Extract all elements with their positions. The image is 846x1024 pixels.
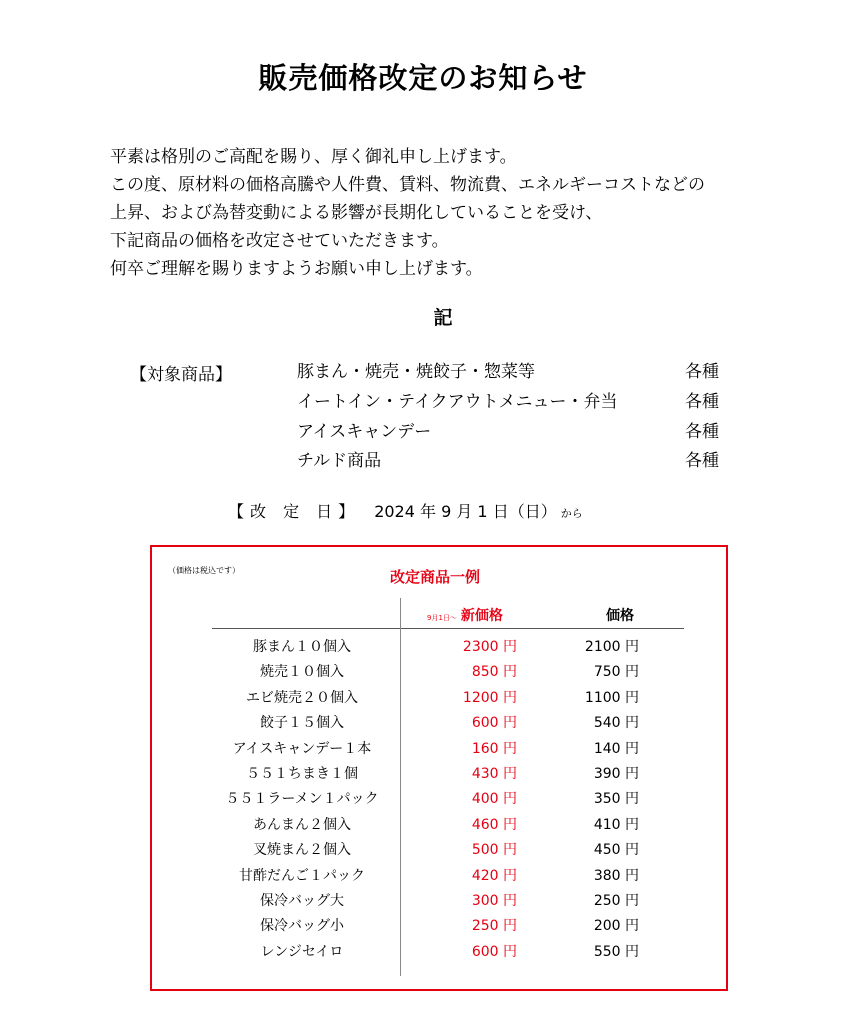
- product-name: 保冷バッグ小: [260, 918, 344, 935]
- old-price: 1100 円: [584, 689, 639, 706]
- old-price: 450 円: [593, 842, 639, 859]
- revision-date-line: [228, 499, 583, 522]
- target-products-label: 【対象商品】: [130, 365, 232, 385]
- new-price: 430 円: [471, 766, 517, 782]
- price-row: [152, 787, 730, 812]
- new-price: 420 円: [471, 867, 517, 884]
- old-price: 380 円: [593, 867, 639, 884]
- revision-date-label: 【改 定 日】: [228, 502, 361, 521]
- old-price: 410 円: [593, 816, 639, 833]
- target-product-name: 豚まん・焼売・焼餃子・惣菜等: [297, 362, 535, 382]
- price-row: [152, 914, 730, 939]
- target-product-row: [297, 447, 719, 475]
- product-name: 豚まん１０個入: [253, 639, 351, 655]
- old-price: 540 円: [593, 715, 639, 732]
- old-price-header: 価格: [606, 608, 634, 624]
- product-name: 叉焼まん２個入: [253, 842, 351, 859]
- new-price: 1200 円: [462, 689, 517, 706]
- product-name: 餃子１５個入: [260, 715, 344, 732]
- price-row: [152, 813, 730, 838]
- new-price-header-label: 新価格: [460, 608, 503, 624]
- intro-line: 何卒ご理解を賜りますようお願い申し上げます。: [110, 259, 483, 279]
- price-row: [152, 660, 730, 685]
- intro-line: この度、原材料の価格高騰や人件費、賃料、物流費、エネルギーコストなどの: [110, 175, 705, 195]
- intro-line: 平素は格別のご高配を賜り、厚く御礼申し上げます。: [110, 147, 517, 167]
- target-product-name: アイスキャンデー: [297, 422, 432, 442]
- product-name: アイスキャンデー１本: [232, 740, 372, 757]
- new-price: 300 円: [471, 893, 517, 909]
- target-product-row: [297, 418, 719, 446]
- product-name: あんまん２個入: [253, 816, 351, 833]
- intro-paragraph: [110, 143, 810, 283]
- new-price: 850 円: [471, 664, 517, 681]
- product-name: レンジセイロ: [260, 943, 344, 960]
- target-product-kind: 各種: [685, 422, 719, 442]
- old-price: 550 円: [593, 943, 639, 960]
- price-row: [152, 864, 730, 889]
- product-name: エビ焼売２０個入: [246, 689, 358, 706]
- price-row: [152, 635, 730, 660]
- intro-line: 上昇、および為替変動による影響が長期化していることを受け、: [110, 203, 603, 223]
- new-price-effective-date: 9月1日～: [427, 614, 457, 622]
- new-price: 460 円: [471, 816, 517, 833]
- target-product-row: [297, 388, 719, 416]
- old-price: 2100 円: [584, 639, 639, 655]
- new-price: 250 円: [471, 918, 517, 935]
- target-product-kind: 各種: [685, 392, 719, 412]
- new-price: 600 円: [471, 715, 517, 732]
- old-price: 140 円: [593, 740, 639, 757]
- ki-heading: 記: [433, 307, 453, 329]
- price-example-box: [150, 545, 728, 991]
- target-product-kind: 各種: [685, 451, 719, 471]
- header-divider: [212, 628, 684, 629]
- target-product-name: チルド商品: [297, 451, 382, 471]
- revision-date-suffix: から: [560, 507, 583, 520]
- old-price: 750 円: [593, 664, 639, 681]
- old-price: 250 円: [593, 893, 639, 909]
- old-price: 350 円: [593, 791, 639, 808]
- price-row: [152, 711, 730, 736]
- price-row: [152, 838, 730, 863]
- price-row: [152, 737, 730, 762]
- product-name: 甘酢だんご１パック: [239, 867, 365, 884]
- target-product-name: イートイン・テイクアウトメニュー・弁当: [297, 392, 618, 412]
- new-price: 600 円: [471, 943, 517, 960]
- old-price: 390 円: [593, 766, 639, 782]
- product-name: 保冷バッグ大: [260, 893, 344, 909]
- intro-line: 下記商品の価格を改定させていただきます。: [110, 231, 449, 251]
- price-row: [152, 762, 730, 787]
- product-name: 焼売１０個入: [260, 664, 344, 681]
- product-name: ５５１ラーメン１パック: [225, 791, 379, 808]
- price-row: [152, 940, 730, 965]
- revision-date-value: 2024 年 9 月 1 日（日）: [374, 502, 557, 521]
- product-name: ５５１ちまき１個: [246, 766, 358, 782]
- price-box-title: 改定商品一例: [390, 568, 481, 586]
- new-price: 400 円: [471, 791, 517, 808]
- price-row: [152, 889, 730, 914]
- target-product-row: [297, 358, 719, 386]
- price-row: [152, 686, 730, 711]
- target-product-kind: 各種: [685, 362, 719, 382]
- new-price-header: [427, 605, 503, 625]
- new-price: 160 円: [471, 740, 517, 757]
- new-price: 500 円: [471, 842, 517, 859]
- tax-note: （価格は税込です）: [168, 566, 240, 575]
- new-price: 2300 円: [462, 639, 517, 655]
- page-title: 販売価格改定のお知らせ: [258, 61, 588, 95]
- old-price: 200 円: [593, 918, 639, 935]
